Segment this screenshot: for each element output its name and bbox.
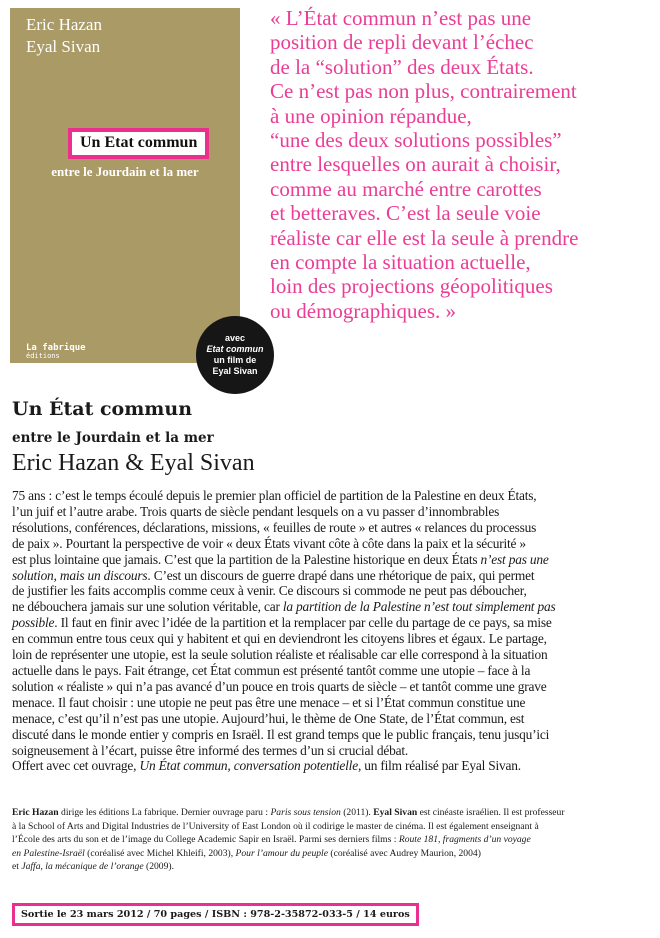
quote-line: en compte la situation actuelle,	[270, 250, 531, 275]
quote-line: position de repli devant l’échec	[270, 30, 534, 55]
bio-line: Eric Hazan dirige les éditions La fabrique. Dernier ouvrage paru : Paris sous tension (2011). Eyal Sivan est cinéaste israélien. Il est professeur	[12, 807, 565, 818]
body-line: menace, c’est qu’il n’est pas une utopie. Aujourd’hui, le thème de One State, de l’État commun, est	[12, 710, 525, 726]
badge-line-3: un film de	[213, 355, 257, 365]
quote-line: Ce n’est pas non plus, contrairement	[270, 79, 577, 104]
cover-authors	[26, 14, 102, 58]
book-title: Un État commun	[12, 398, 193, 420]
quote-line: entre lesquelles on aurait à choisir,	[270, 152, 561, 177]
body-line: est plus lointaine que jamais. C’est que la partition de la Palestine historique en deux États n’est pas une	[12, 551, 549, 567]
quote-line: “une des deux solutions possibles”	[270, 128, 562, 153]
body-line: en commun entre tous ceux qui y habitent et qui en deviendront les citoyens libres et égaux. Le partage,	[12, 631, 547, 647]
body-line: l’un juif et l’autre arabe. Trois quarts de siècle pendant lesquels on a vu passer d’innombrables	[12, 503, 500, 519]
quote-line: réaliste car elle est la seule à prendre	[270, 225, 579, 250]
cover-author-1: Eric Hazan	[26, 15, 102, 34]
bio-line: en Palestine-Israël (coréalisé avec Michel Khleifi, 2003), Pour l’amour du peuple (coréalisé avec Audrey Maurion, 2004)	[12, 847, 481, 859]
body-line: solution « réaliste » qui n’a pas avancé d’un pouce en trois quarts de siècle – et tantôt comme une grave	[12, 678, 547, 694]
body-line: discuté dans le monde entier y compris en Israël. Il est grand temps que le public français, tenu jusqu’ici	[12, 726, 550, 742]
description-text	[12, 488, 652, 774]
body-line: menace. Il faut choisir : une utopie ne peut pas être une menace – et si l’État commun constitue une	[12, 694, 526, 710]
quote-line: « L’État commun n’est pas une	[270, 6, 532, 30]
release-info: Sortie le 23 mars 2012 / 70 pages / ISBN : 978-2-35872-033-5 / 14 euros	[12, 903, 419, 926]
body-line: ne débouchera jamais sur une solution véritable, car la partition de la Palestine n’est tout simplement pas	[12, 599, 556, 615]
cover-subtitle: entre le Jourdain et la mer	[51, 164, 199, 179]
book-authors: Eric Hazan & Eyal Sivan	[12, 450, 255, 476]
body-line: actuelle dans le pays. Fait étrange, cet État commun est présenté tantôt comme une utopie – face à la	[12, 662, 531, 678]
body-line: Offert avec cet ouvrage, Un État commun, conversation potentielle, un film réalisé par Eyal Sivan.	[12, 758, 521, 774]
quote-line: de la “solution” des deux États.	[270, 54, 534, 79]
bio-name: Eyal Sivan	[373, 807, 418, 818]
film-badge	[196, 316, 274, 394]
pull-quote	[270, 6, 655, 323]
body-line: résolutions, conférences, déclarations, missions, « feuilles de route » et autres « relances du processus	[12, 519, 537, 535]
badge-film-title: Etat commun	[206, 344, 264, 354]
body-line: de paix ». Pourtant la perspective de voir « deux États vivant côte à côte dans la paix et la sécurité »	[12, 535, 526, 551]
body-line: possible. Il faut en finir avec l’idée de la partition et la remplacer par celle du partage de ce pays, sa mise	[12, 615, 552, 631]
publisher-tag: éditions	[26, 352, 60, 360]
body-line: soigneusement à l’écart, puisse être informé des termes d’un si crucial débat.	[12, 742, 409, 758]
cover-author-2: Eyal Sivan	[26, 37, 101, 56]
badge-director: Eyal Sivan	[212, 366, 258, 376]
badge-line-1: avec	[224, 333, 246, 343]
body-line: 75 ans : c’est le temps écoulé depuis le premier plan officiel de partition de la Palestine en deux États,	[12, 488, 537, 503]
book-cover	[10, 8, 240, 363]
bio-line: à la School of Arts and Digital Industries de l’University of East London où il codirige le master de cinéma. Il est également enseignant à	[12, 820, 539, 832]
bio-line: l’École des arts du son et de l’image du College Academic Sapir en Israël. Parmi ses derniers films : Route 181, fragments d’un voyage	[12, 834, 531, 846]
cover-title: Un Etat commun	[68, 128, 209, 159]
author-bios	[12, 806, 657, 874]
quote-line: comme au marché entre carottes	[270, 176, 542, 201]
cover-publisher-logo	[26, 344, 86, 360]
quote-line: loin des projections géopolitiques	[270, 274, 553, 299]
body-line: loin de représenter une utopie, est la seule solution réaliste et réalisable car elle correspond à la situation	[12, 647, 548, 663]
bio-name: Eric Hazan	[12, 807, 59, 818]
publisher-name: La fabrique	[26, 343, 86, 353]
quote-line: à une opinion répandue,	[270, 103, 472, 128]
book-subtitle: entre le Jourdain et la mer	[12, 430, 214, 446]
body-line: de justifier les faits accomplis comme ceux à venir. Ce discours si commode ne peut pas déboucher,	[12, 583, 527, 599]
quote-line: ou démographiques. »	[270, 298, 457, 323]
body-line: solution, mais un discours. C’est un discours de guerre drapé dans une rhétorique de paix, qui permet	[12, 567, 535, 583]
quote-line: et betteraves. C’est la seule voie	[270, 201, 541, 226]
bio-line: et Jaffa, la mécanique de l’orange (2009).	[12, 861, 174, 873]
